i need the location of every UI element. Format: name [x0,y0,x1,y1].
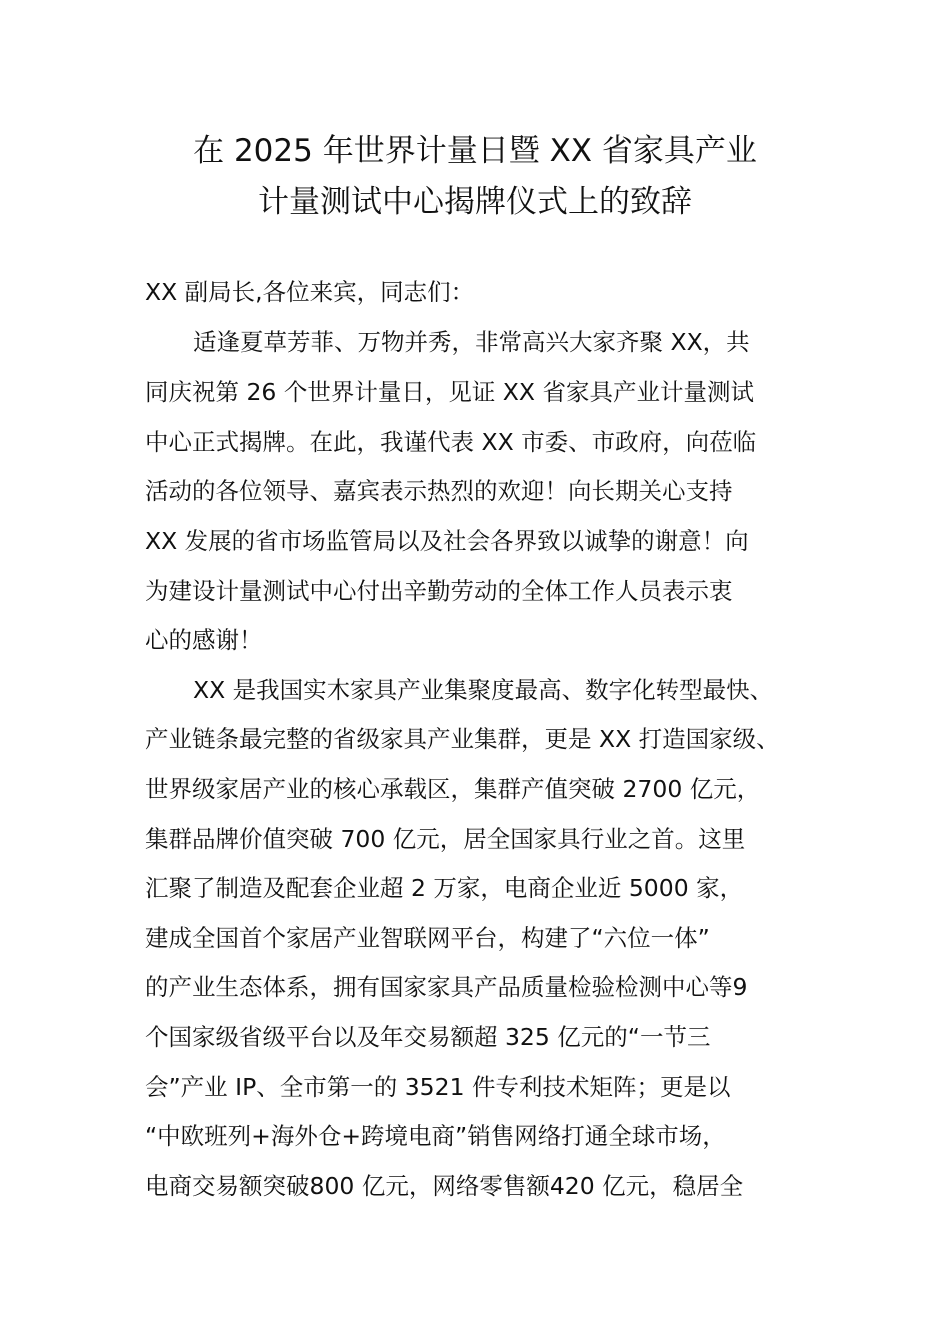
paragraph-1-line: 心的感谢！ [145,626,263,654]
paragraph-2-line: 建成全国首个家居产业智联网平台，构建了“六位一体” [145,924,710,952]
paragraph-2-line: XX 是我国实木家具产业集聚度最高、数字化转型最快、 [193,676,774,704]
title-line-1: 在 2025 年世界计量日暨 XX 省家具产业 [193,133,757,169]
paragraph-1-line: XX 发展的省市场监管局以及社会各界致以诚挚的谢意！向 [145,527,749,555]
paragraph-2-line: 个国家级省级平台以及年交易额超 325 亿元的“一节三 [145,1023,711,1051]
title-line-2: 计量测试中心揭牌仪式上的致辞 [258,184,692,220]
paragraph-2-line: 电商交易额突破800 亿元，网络零售额420 亿元，稳居全 [145,1172,744,1200]
paragraph-2-line: 汇聚了制造及配套企业超 2 万家，电商企业近 5000 家， [145,874,744,902]
paragraph-2-line: 的产业生态体系，拥有国家家具产品质量检验检测中心等9 [145,973,748,1001]
salutation: XX 副局长,各位来宾，同志们： [145,278,475,306]
paragraph-2-line: 会”产业 IP、全市第一的 3521 件专利技术矩阵；更是以 [145,1073,731,1101]
paragraph-1-line: 为建设计量测试中心付出辛勤劳动的全体工作人员表示衷 [145,577,733,605]
paragraph-1-line: 同庆祝第 26 个世界计量日，见证 XX 省家具产业计量测试 [145,378,754,406]
paragraph-1-line: 中心正式揭牌。在此，我谨代表 XX 市委、市政府，向莅临 [145,428,757,456]
paragraph-1-line: 活动的各位领导、嘉宾表示热烈的欢迎！向长期关心支持 [145,477,733,505]
paragraph-1-line: 适逢夏草芳菲、万物并秀，非常高兴大家齐聚 XX，共 [193,328,750,356]
paragraph-2-line: “中欧班列+海外仓+跨境电商”销售网络打通全球市场， [145,1122,726,1150]
paragraph-2-line: 世界级家居产业的核心承载区，集群产值突破 2700 亿元， [145,775,761,803]
paragraph-2-line: 集群品牌价值突破 700 亿元，居全国家具行业之首。这里 [145,825,746,853]
paragraph-2-line: 产业链条最完整的省级家具产业集群，更是 XX 打造国家级、 [145,725,780,753]
